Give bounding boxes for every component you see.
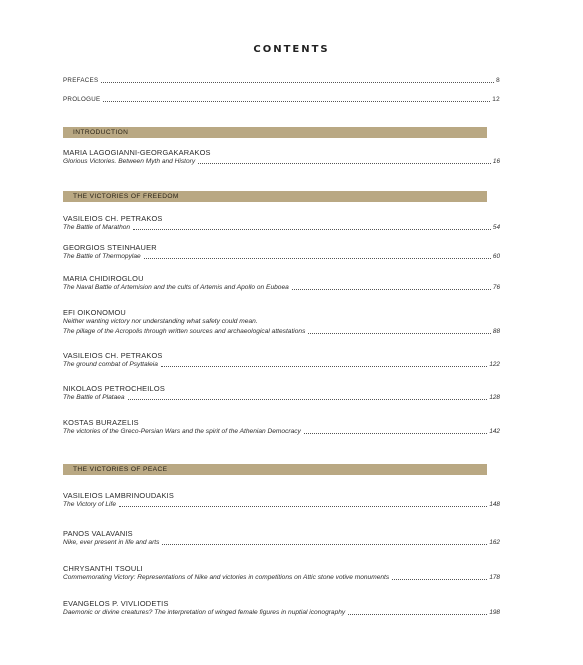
entry-title: The Victory of Life xyxy=(63,501,117,508)
toc-entry-prefaces[interactable] xyxy=(63,77,500,85)
toc-entry[interactable] xyxy=(63,158,500,166)
leader-dots xyxy=(198,163,491,164)
toc-entry[interactable] xyxy=(63,253,500,261)
leader-dots xyxy=(103,101,490,102)
section-heading-introduction: INTRODUCTION xyxy=(63,127,487,138)
entry-title: The Battle of Marathon xyxy=(63,224,131,231)
toc-entry-prologue[interactable] xyxy=(63,96,500,104)
contents-title: CONTENTS xyxy=(253,44,330,55)
leader-dots xyxy=(292,289,491,290)
section-heading-peace: THE VICTORIES OF PEACE xyxy=(63,464,487,475)
toc-entry[interactable] xyxy=(63,428,500,436)
leader-dots xyxy=(133,229,491,230)
page-number: 76 xyxy=(492,284,500,291)
leader-dots xyxy=(162,544,487,545)
entry-author: EVANGELOS P. VIVLIODETIS xyxy=(63,599,169,608)
entry-label: PROLOGUE xyxy=(63,96,101,103)
page-number: 178 xyxy=(489,574,500,581)
entry-author: CHRYSANTHI TSOULI xyxy=(63,564,143,573)
page-number: 8 xyxy=(496,77,500,84)
entry-title: The ground combat of Psyttaleia xyxy=(63,361,158,368)
page-number: 88 xyxy=(492,328,500,335)
toc-entry[interactable] xyxy=(63,224,500,232)
entry-title: Nike, ever present in life and arts xyxy=(63,539,160,546)
entry-author: MARIA LAGOGIANNI-GEORGAKARAKOS xyxy=(63,148,211,157)
entry-author: NIKOLAOS PETROCHEILOS xyxy=(63,384,165,393)
entry-author: EFI OIKONOMOU xyxy=(63,308,126,317)
page-number: 142 xyxy=(489,428,500,435)
entry-title: Glorious Victories. Between Myth and History xyxy=(63,158,196,165)
page-number: 148 xyxy=(489,501,500,508)
page-number: 198 xyxy=(489,609,500,616)
entry-author: KOSTAS BURAZELIS xyxy=(63,418,139,427)
page-number: 122 xyxy=(489,361,500,368)
entry-subtitle: Neither wanting victory nor understanding what safety could mean. xyxy=(63,318,258,325)
entry-author: GEORGIOS STEINHAUER xyxy=(63,243,157,252)
leader-dots xyxy=(161,366,487,367)
entry-title: The Battle of Thermopylae xyxy=(63,253,141,260)
entry-title: The victories of the Greco-Persian Wars and the spirit of the Athenian Democracy xyxy=(63,428,301,435)
leader-dots xyxy=(128,399,488,400)
entry-author: PANOS VALAVANIS xyxy=(63,529,133,538)
toc-entry[interactable] xyxy=(63,284,500,292)
leader-dots xyxy=(144,258,491,259)
toc-entry[interactable] xyxy=(63,539,500,547)
leader-dots xyxy=(348,614,487,615)
entry-label: PREFACES xyxy=(63,77,99,84)
page-number: 54 xyxy=(492,224,500,231)
page-number: 60 xyxy=(492,253,500,260)
entry-author: VASILEIOS LAMBRINOUDAKIS xyxy=(63,491,175,500)
page-number: 162 xyxy=(489,539,500,546)
entry-title: The Battle of Plataea xyxy=(63,394,125,401)
entry-author: VASILEIOS CH. PETRAKOS xyxy=(63,351,163,360)
leader-dots xyxy=(119,506,487,507)
toc-entry[interactable] xyxy=(63,361,500,369)
entry-title: The pillage of the Acropolis through written sources and archaeological attestations xyxy=(63,328,306,335)
page-number: 16 xyxy=(492,158,500,165)
entry-title: Commemorating Victory: Representations of Nike and victories in competitions on Attic stone votive monuments xyxy=(63,574,390,581)
leader-dots xyxy=(392,579,487,580)
toc-entry[interactable] xyxy=(63,328,500,336)
toc-entry[interactable] xyxy=(63,574,500,582)
leader-dots xyxy=(304,433,487,434)
leader-dots xyxy=(101,82,494,83)
entry-title: The Naval Battle of Artemision and the cults of Artemis and Apollo on Euboea xyxy=(63,284,289,291)
toc-entry[interactable] xyxy=(63,609,500,617)
page-number: 128 xyxy=(489,394,500,401)
entry-author: VASILEIOS CH. PETRAKOS xyxy=(63,214,163,223)
leader-dots xyxy=(308,333,490,334)
page-number: 12 xyxy=(492,96,500,103)
entry-author: MARIA CHIDIROGLOU xyxy=(63,274,144,283)
entry-title: Daemonic or divine creatures? The interpretation of winged female figures in nuptial iconography xyxy=(63,609,346,616)
toc-entry[interactable] xyxy=(63,394,500,402)
section-heading-freedom: THE VICTORIES OF FREEDOM xyxy=(63,191,487,202)
toc-entry[interactable] xyxy=(63,501,500,509)
